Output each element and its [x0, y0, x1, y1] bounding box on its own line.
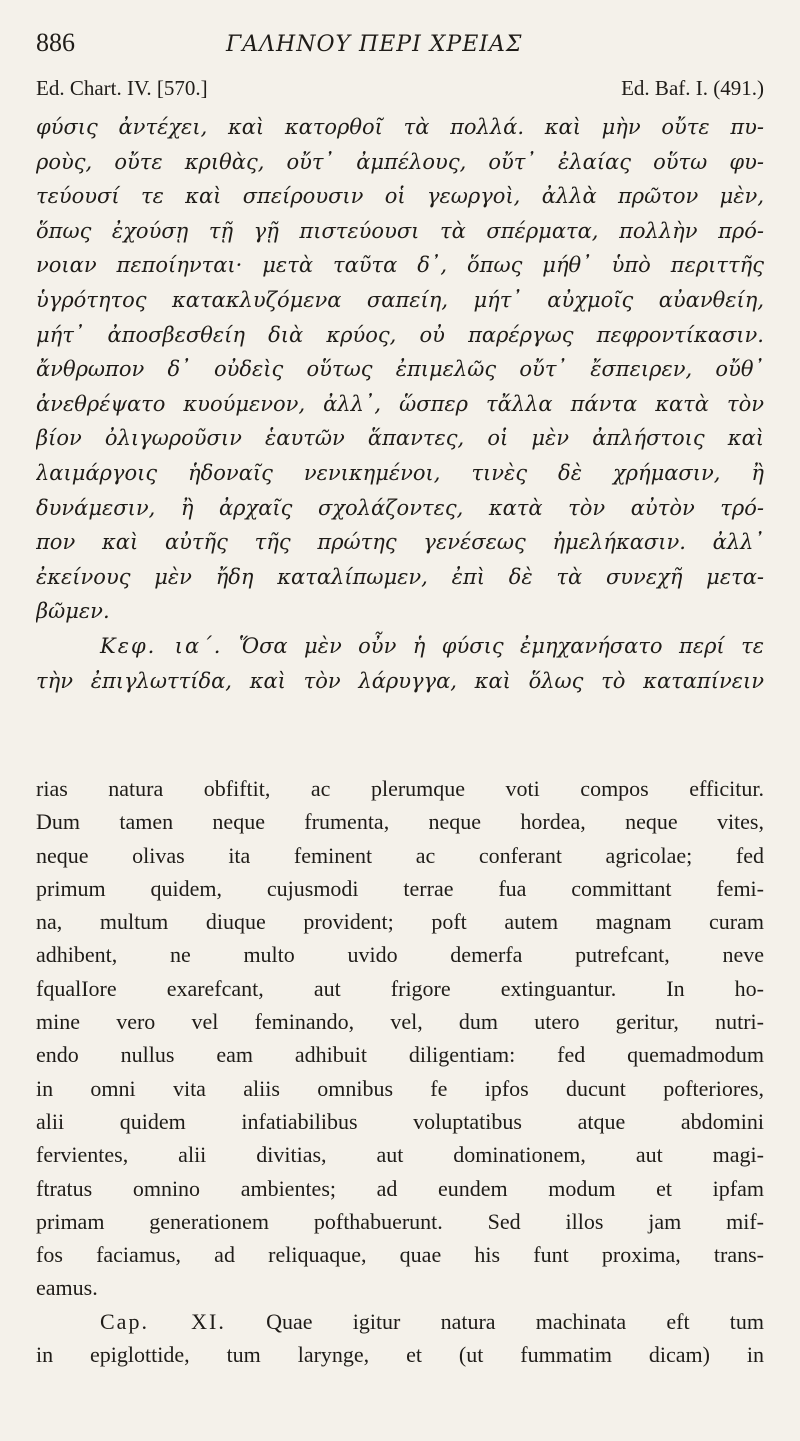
latin-line: primum quidem, cujusmodi terrae fua committant femi- — [36, 875, 764, 901]
greek-line: ροὺς, οὔτε κριθὰς, οὔτ᾽ ἀμπέλους, οὔτ᾽ ἐλαίας οὕτω φυ- — [36, 149, 764, 174]
latin-line: adhibent, ne multo uvido demerfa putrefcant, neve — [36, 942, 764, 968]
latin-line: ftratus omnino ambientes; ad eundem modum et ipfam — [36, 1175, 764, 1201]
greek-chapter-heading — [36, 629, 764, 664]
page-number: 886 — [36, 28, 75, 57]
latin-line: eamus. — [36, 1275, 98, 1301]
greek-line: δυνάμεσιν, ἢ ἀρχαῖς σχολάζοντες, κατὰ τὸν αὐτὸν τρό- — [36, 495, 764, 520]
latin-line: fos faciamus, ad reliquaque, quae his funt proxima, trans- — [36, 1242, 764, 1268]
latin-chapter-text: Quae igitur natura machinata eft tum — [266, 1308, 764, 1334]
latin-line: rias natura obfiftit, ac plerumque voti compos efficitur. — [36, 776, 764, 801]
greek-line: ἀνεθρέψατο κυούμενον, ἀλλ᾽, ὥσπερ τἄλλα πάντα κατὰ τὸν — [36, 391, 764, 416]
latin-chapter-label: Cap. XI. — [100, 1308, 226, 1334]
greek-line: ὅπως ἐχούσῃ τῇ γῇ πιστεύουσι τὰ σπέρματα, πολλὴν πρό- — [36, 218, 764, 243]
latin-line: neque olivas ita feminent ac conferant agricolae; fed — [36, 842, 764, 868]
latin-line: na, multum diuque provident; poft autem magnam curam — [36, 909, 764, 935]
greek-line: ἄνθρωπον δ᾽ οὐδεὶς οὕτως ἐπιμελῶς οὔτ᾽ ἔσπειρεν, οὔθ᾽ — [36, 357, 764, 382]
latin-line: fervientes, alii divitias, aut dominationem, aut magi- — [36, 1142, 764, 1168]
greek-line: πον καὶ αὐτῆς τῆς πρώτης γενέσεως ἠμελήκασιν. ἀλλ᾽ — [36, 530, 764, 555]
latin-line: primam generationem pofthabuerunt. Sed illos jam mif- — [36, 1208, 764, 1234]
greek-chapter-text: Ὅσα μὲν οὖν ἡ φύσις ἐμηχανήσατο περί τε — [238, 633, 764, 658]
greek-line: μήτ᾽ ἀποσβεσθείη διὰ κρύος, οὐ παρέργως πεφροντίκασιν. — [36, 322, 764, 347]
edition-chartier: Ed. Chart. IV. [570.] — [36, 76, 208, 100]
running-title: ΓΑΛΗΝΟΥ ΠΕΡΙ ΧΡΕΙΑΣ — [226, 32, 523, 57]
latin-line: alii quidem infatiabilibus voluptatibus atque abdomini — [36, 1108, 764, 1134]
greek-line: ὑγρότητος κατακλυζόμενα σαπείη, μήτ᾽ αὐχμοῖς αὐανθείη, — [36, 287, 764, 312]
running-head — [36, 28, 764, 68]
latin-line: endo nullus eam adhibuit diligentiam: fed quemadmodum — [36, 1042, 764, 1068]
greek-line: βῶμεν. — [36, 599, 110, 624]
greek-text — [36, 110, 764, 698]
latin-line: in epiglottide, tum larynge, et (ut fummatim dicam) in — [36, 1342, 764, 1368]
latin-text — [36, 772, 764, 1371]
greek-line: νοιαν πεποίηνται· μετὰ ταῦτα δ᾽, ὅπως μήθ᾽ ὑπὸ περιττῆς — [36, 253, 764, 278]
greek-line: τεύουσί τε καὶ σπείρουσιν οἱ γεωργοὶ, ἀλλὰ πρῶτον μὲν, — [36, 184, 764, 209]
latin-line: mine vero vel feminando, vel, dum utero geritur, nutri- — [36, 1009, 764, 1035]
greek-chapter-label: Κεφ. ια΄. — [100, 633, 223, 658]
latin-chapter-heading — [36, 1305, 764, 1338]
latin-line: in omni vita aliis omnibus fe ipfos ducunt pofteriores, — [36, 1075, 764, 1101]
greek-line: φύσις ἀντέχει, καὶ κατορθοῖ τὰ πολλά. καὶ μὴν οὔτε πυ- — [36, 115, 764, 139]
edition-basel: Ed. Baf. I. (491.) — [621, 76, 764, 100]
greek-line: λαιμάργοις ἡδοναῖς νενικημένοι, τινὲς δὲ χρήμασιν, ἢ — [36, 460, 764, 485]
greek-line: βίον ὀλιγωροῦσιν ἑαυτῶν ἅπαντες, οἱ μὲν ἀπλήστοις καὶ — [36, 426, 764, 451]
latin-line: Dum tamen neque frumenta, neque hordea, neque vites, — [36, 809, 764, 835]
greek-line: ἐκείνους μὲν ἤδη καταλίπωμεν, ἐπὶ δὲ τὰ συνεχῆ μετα- — [36, 564, 764, 589]
latin-line: fqualIore exarefcant, aut frigore extinguantur. In ho- — [36, 975, 764, 1001]
greek-line: τὴν ἐπιγλωττίδα, καὶ τὸν λάρυγγα, καὶ ὅλως τὸ καταπίνειν — [36, 668, 764, 693]
